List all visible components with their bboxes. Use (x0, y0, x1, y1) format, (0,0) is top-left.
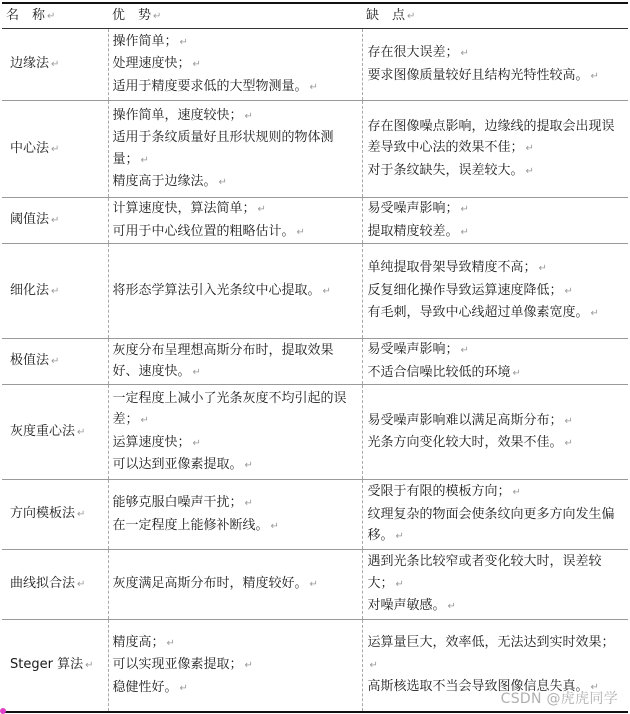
disadvantages-cell (362, 385, 628, 480)
header-method: 名 称 ↵ (6, 7, 56, 23)
advantages-item: 可以达到亚像素提取。 ↵ (112, 457, 253, 472)
method-cell: 阈值法 ↵ (10, 212, 60, 228)
advantages-item: 适用于条纹质量好且形状规则的物体测量； ↵ (112, 130, 334, 167)
comparison-table (2, 2, 628, 713)
disadvantages-cell (362, 101, 628, 198)
advantages-item: 适用于精度要求低的大型物测量。 ↵ (112, 78, 318, 94)
header-advantages: 优 势 ↵ (112, 7, 162, 23)
disadvantages-item: 提取精度较差。 ↵ (367, 223, 469, 239)
table-row (2, 29, 628, 101)
disadvantages-item: 易受噪声影响； ↵ (367, 201, 469, 216)
advantages-item: 灰度分布呈理想高斯分布时，提取效果好、速度快。 ↵ (112, 342, 334, 379)
method-cell: 曲线拟合法 ↵ (10, 576, 86, 592)
disadvantages-item: 对噪声敏感。 ↵ (367, 598, 456, 614)
table-row (2, 385, 628, 480)
method-cell: 方向模板法 ↵ (10, 506, 86, 522)
advantages-item: 操作简单； ↵ (112, 33, 188, 49)
table-row (2, 198, 628, 244)
advantages-item: 精度高； ↵ (112, 634, 175, 650)
disadvantages-item: 存在很大误差； ↵ (367, 45, 469, 60)
table-row (2, 550, 628, 620)
disadvantages-item: 对于条纹缺失，误差较大。 ↵ (367, 162, 534, 178)
method-cell: 极值法 ↵ (10, 353, 60, 369)
advantages-item: 能够克服白噪声干扰； ↵ (112, 495, 253, 510)
disadvantages-item: 单纯提取骨架导致精度不高； ↵ (367, 260, 547, 276)
disadvantages-cell (362, 339, 628, 385)
disadvantages-item: 要求图像质量较好且结构光特性较高。 ↵ (367, 67, 599, 83)
table-row (2, 101, 628, 198)
advantages-cell (108, 480, 362, 550)
advantages-cell (108, 385, 362, 480)
method-cell: 灰度重心法 ↵ (10, 423, 86, 439)
watermark: CSDN @虎虎同学 (500, 691, 618, 707)
advantages-item: 操作简单，速度较快； ↵ (112, 107, 253, 123)
table-row (2, 339, 628, 385)
disadvantages-item: 易受噪声影响； ↵ (367, 342, 469, 357)
advantages-item: 稳健性好。 ↵ (112, 679, 188, 695)
advantages-cell (108, 620, 362, 712)
disadvantages-cell (362, 29, 628, 101)
corner-marker (0, 708, 6, 714)
advantages-cell (108, 339, 362, 385)
method-cell: 边缘法 ↵ (10, 56, 60, 72)
disadvantages-item: 受限于有限的模板方向； ↵ (367, 484, 521, 500)
disadvantages-item: 易受噪声影响难以满足高斯分布； ↵ (367, 412, 573, 428)
advantages-item: 一定程度上减小了光条灰度不均引起的误差； ↵ (112, 390, 347, 427)
disadvantages-cell (362, 198, 628, 244)
disadvantages-item: 运算量巨大，效率低，无法达到实时效果；↵ (367, 635, 615, 671)
disadvantages-item: 有毛刺，导致中心线超过单像素宽度。 ↵ (367, 305, 599, 321)
advantages-item: 在一定程度上能修补断线。 ↵ (112, 517, 279, 533)
disadvantages-cell (362, 550, 628, 620)
method-cell: Steger 算法 ↵ (10, 657, 94, 672)
advantages-item: 将形态学算法引入光条纹中心提取。 ↵ (112, 282, 331, 298)
disadvantages-item: 纹理复杂的物面会使条纹向更多方向发生偏移。 ↵ (367, 506, 615, 544)
advantages-item: 可以实现亚像素提取； ↵ (112, 657, 253, 672)
advantages-item: 精度高于边缘法。 ↵ (112, 174, 227, 189)
advantages-item: 灰度满足高斯分布时，精度较好。 ↵ (112, 576, 318, 592)
table-header-row (2, 3, 628, 29)
disadvantages-cell (362, 244, 628, 339)
disadvantages-item: 存在图像噪点影响，边缘线的提取会出现误差导致中心法的效果不佳； ↵ (367, 118, 615, 156)
table-row (2, 480, 628, 550)
disadvantages-item: 不适合信噪比较低的环境 ↵ (367, 364, 521, 380)
disadvantages-item: 遇到光条比较窄或者变化较大时，误差较大； ↵ (367, 554, 602, 591)
disadvantages-item: 反复细化操作导致运算速度降低； ↵ (367, 282, 573, 298)
header-disadvantages: 缺 点 ↵ (366, 7, 416, 23)
disadvantages-item: 高斯核选取不当会导致图像信息失真。 ↵ (367, 679, 599, 694)
advantages-item: 运算速度快； ↵ (112, 434, 201, 450)
advantages-item: 计算速度快，算法简单； ↵ (112, 201, 266, 216)
advantages-item: 可用于中心线位置的粗略估计。 ↵ (112, 223, 305, 239)
advantages-item: 处理速度快； ↵ (112, 56, 201, 72)
method-cell: 细化法 ↵ (10, 282, 60, 298)
disadvantages-cell (362, 480, 628, 550)
advantages-cell (108, 101, 362, 198)
disadvantages-item: 光条方向变化较大时，效果不佳。 ↵ (367, 435, 573, 450)
method-cell: 中心法 ↵ (10, 140, 60, 156)
advantages-cell (108, 198, 362, 244)
advantages-cell (108, 550, 362, 620)
advantages-cell (108, 244, 362, 339)
table-row (2, 244, 628, 339)
advantages-cell (108, 29, 362, 101)
